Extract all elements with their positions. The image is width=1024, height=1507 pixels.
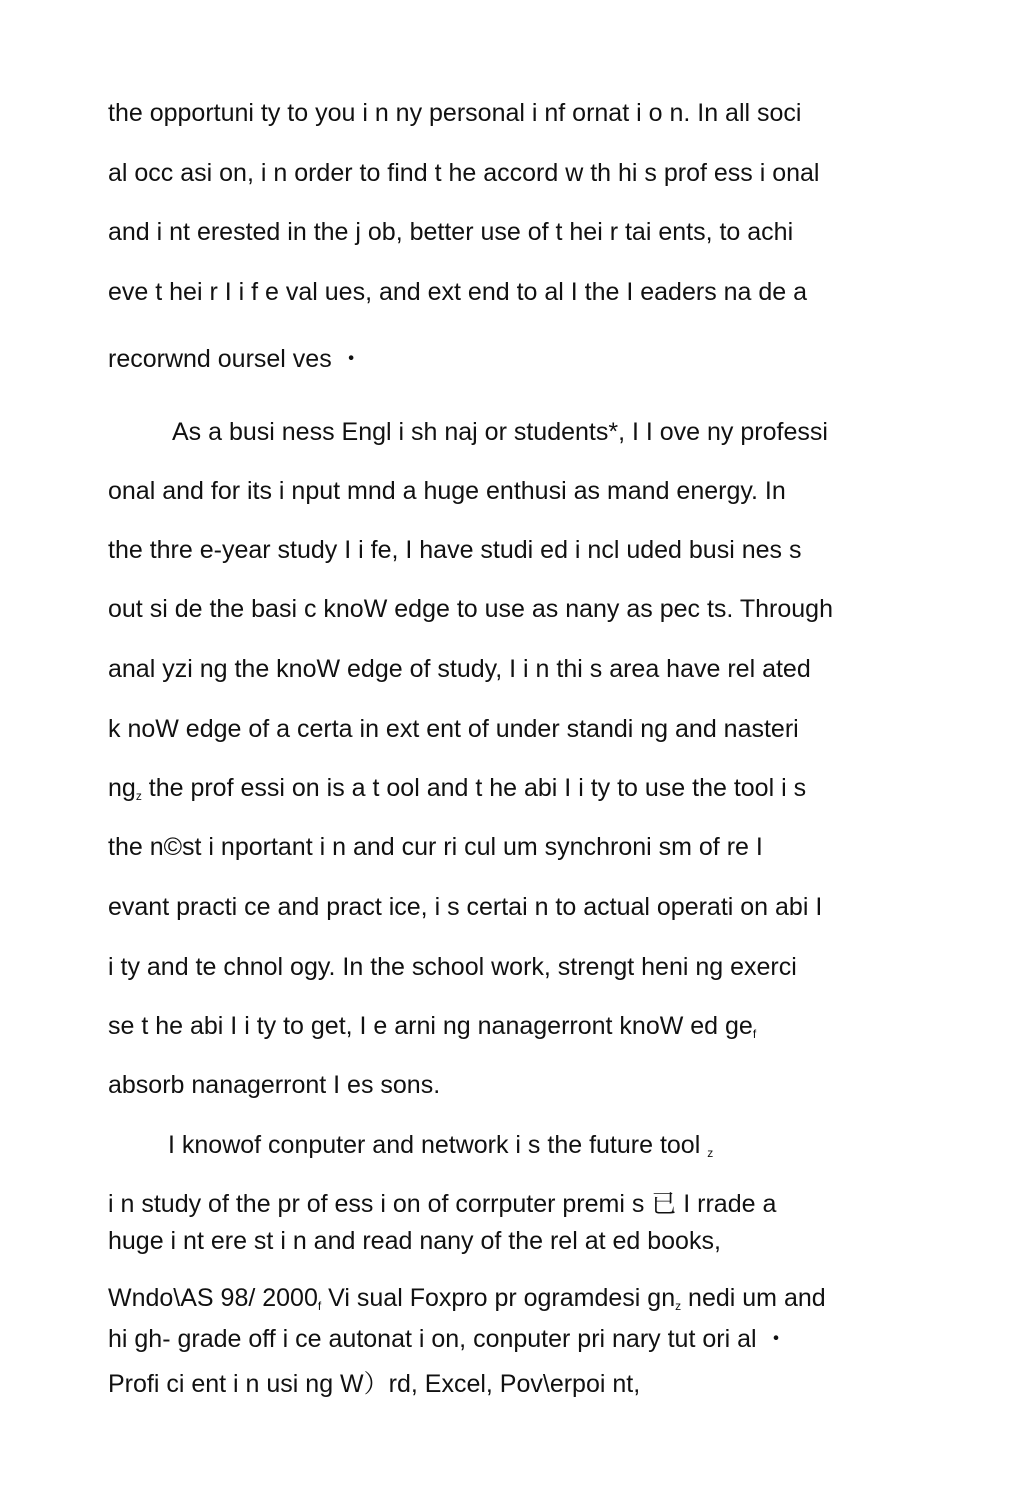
text-fragment: se t he abi I i ty to get, I e arni ng nanagerront knoW ed ge bbox=[108, 1012, 753, 1040]
text-fragment: nedi um and bbox=[681, 1284, 826, 1312]
text-fragment: ng bbox=[108, 774, 136, 802]
text-fragment: the prof essi on is a t ool and t he abi I i ty to use the tool i s bbox=[141, 774, 807, 802]
text-line: eve t hei r I i f e val ues, and ext end to al I the I eaders na de a bbox=[108, 278, 808, 306]
text-line bbox=[108, 773, 806, 811]
text-fragment: Vi sual Foxpro pr ogramdesi gn bbox=[321, 1284, 676, 1312]
text-line: evant practi ce and pract ice, i s certai n to actual operati on abi I bbox=[108, 893, 823, 921]
text-line: k noW edge of a certa in ext ent of under standi ng and nasteri bbox=[108, 715, 799, 743]
text-line: i ty and te chnol ogy. In the school work, strengt heni ng exerci bbox=[108, 953, 797, 981]
subscript-mark: z bbox=[135, 789, 142, 803]
text-line: out si de the basi c knoW edge to use as nany as pec ts. Through bbox=[108, 595, 833, 623]
text-line: anal yzi ng the knoW edge of study, I i n thi s area have rel ated bbox=[108, 655, 811, 683]
text-line: hi gh- grade off i ce autonat i on, conputer pri nary tut ori al ・ bbox=[108, 1325, 789, 1353]
text-line: absorb nanagerront I es sons. bbox=[108, 1071, 441, 1099]
subscript-mark: f bbox=[317, 1299, 322, 1313]
text-line bbox=[108, 1283, 826, 1321]
text-line: al occ asi on, i n order to find t he accord w th hi s prof ess i onal bbox=[108, 159, 820, 187]
text-line: and i nt erested in the j ob, better use of t hei r tai ents, to achi bbox=[108, 218, 794, 246]
text-line bbox=[108, 1011, 756, 1049]
text-line: i n study of the pr of ess i on of corrputer premi s 已 I rrade a bbox=[108, 1190, 777, 1218]
text-line: the opportuni ty to you i n ny personal i nf ornat i o n. In all soci bbox=[108, 99, 802, 127]
text-fragment: I knowof conputer and network i s the future tool bbox=[168, 1131, 708, 1159]
text-line: the n©st i nportant i n and cur ri cul um synchroni sm of re I bbox=[108, 833, 763, 861]
subscript-mark: z bbox=[675, 1299, 682, 1313]
subscript-mark: z bbox=[707, 1146, 714, 1160]
subscript-mark: f bbox=[752, 1027, 757, 1041]
text-line: recorwnd oursel ves ・ bbox=[108, 345, 364, 373]
paragraph-start-line: As a busi ness Engl i sh naj or students*, I I ove ny professi bbox=[172, 418, 828, 446]
text-line: onal and for its i nput mnd a huge enthusi as mand energy. In bbox=[108, 477, 786, 505]
text-line: huge i nt ere st i n and read nany of the rel at ed books, bbox=[108, 1227, 721, 1255]
text-line: the thre e-year study I i fe, I have studi ed i ncl uded busi nes s bbox=[108, 536, 802, 564]
text-line: Profi ci ent i n usi ng W）rd, Excel, Pov\erpoi nt, bbox=[108, 1370, 641, 1398]
text-fragment: Wndo\AS 98/ 2000 bbox=[108, 1284, 318, 1312]
paragraph-start-line bbox=[168, 1130, 713, 1168]
